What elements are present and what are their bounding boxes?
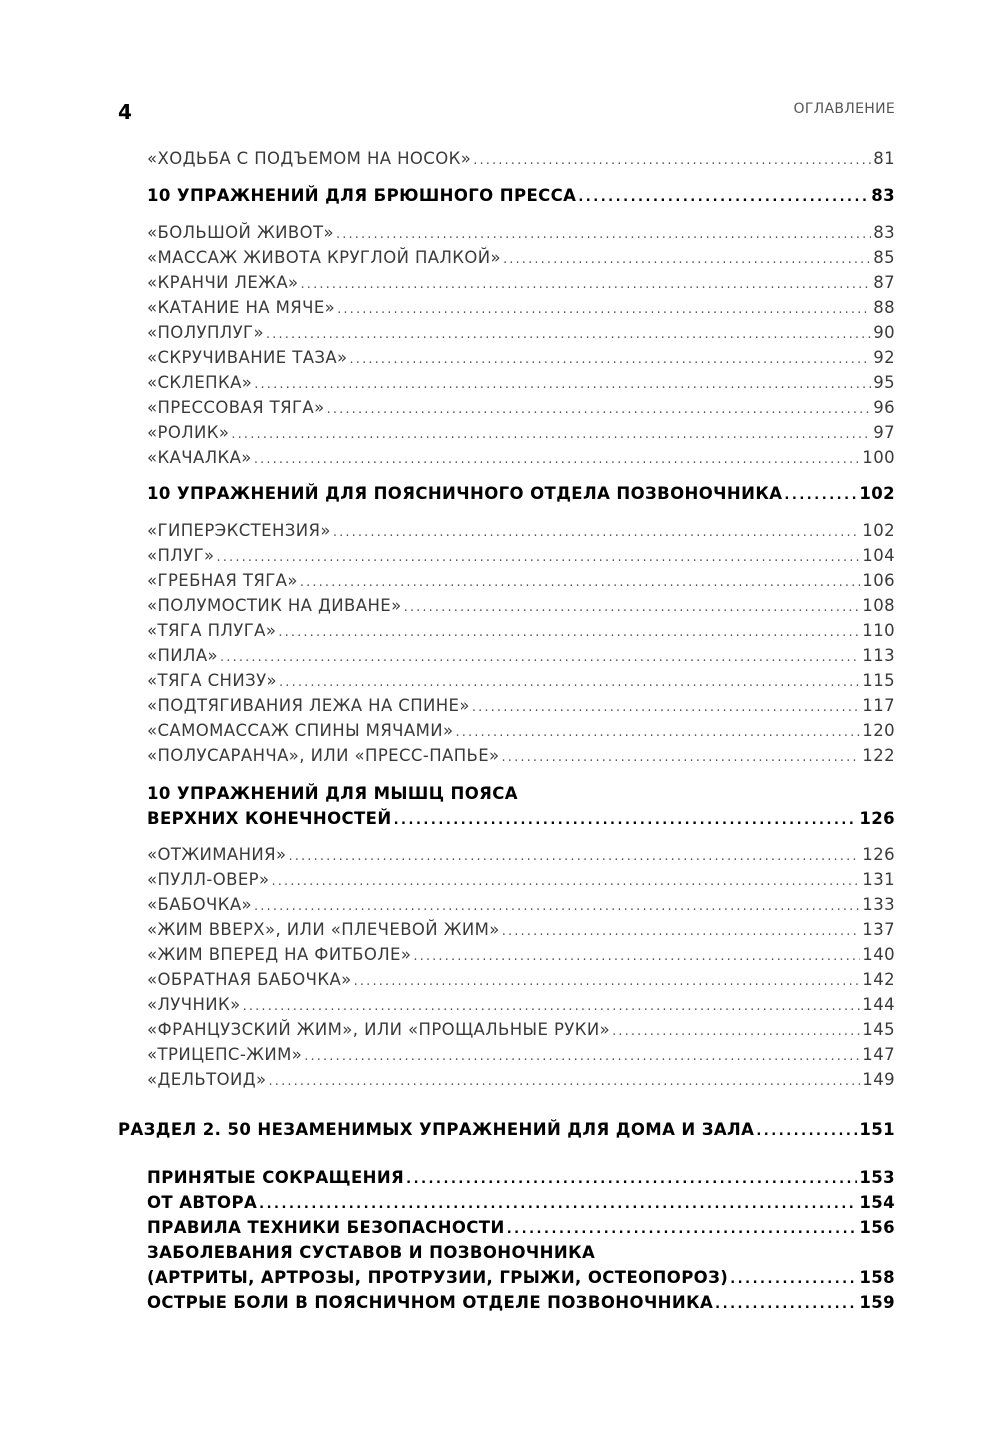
dot-leader: [715, 1297, 857, 1312]
toc-entry: [147, 298, 895, 317]
toc-heading: [147, 809, 895, 828]
toc-entry-page: 133: [862, 895, 895, 914]
dot-leader: [279, 675, 860, 690]
toc-entry-page: 113: [862, 646, 895, 665]
toc-heading-title: (АРТРИТЫ, АРТРОЗЫ, ПРОТРУЗИИ, ГРЫЖИ, ОСТЕОПОРОЗ): [147, 1268, 729, 1287]
toc-section-title: РАЗДЕЛ 2. 50 НЕЗАМЕНИМЫХ УПРАЖНЕНИЙ ДЛЯ ДОМА И ЗАЛА: [118, 1120, 755, 1139]
toc-entry-page: 149: [862, 1070, 895, 1089]
toc-entry-page: 81: [873, 149, 895, 168]
toc-entry-page: 104: [862, 546, 895, 565]
toc-heading-title: 10 УПРАЖНЕНИЙ ДЛЯ БРЮШНОГО ПРЕССА: [147, 186, 577, 205]
toc-entry: [147, 995, 895, 1014]
toc-entry: [147, 970, 895, 989]
dot-leader: [289, 849, 861, 864]
running-head: ОГЛАВЛЕНИЕ: [793, 101, 895, 117]
dot-leader: [220, 650, 860, 665]
toc-entry-title: «КАЧАЛКА»: [147, 448, 252, 467]
toc-heading-page: 156: [859, 1218, 895, 1237]
toc-entry-title: «ПОЛУПЛУГ»: [147, 323, 264, 342]
toc-entry-title: «ПОЛУСАРАНЧА», ИЛИ «ПРЕСС-ПАПЬЕ»: [147, 746, 500, 765]
toc-entry-page: 110: [862, 621, 895, 640]
toc-heading-page: 153: [859, 1168, 895, 1187]
toc-entry-title: «ФРАНЦУЗСКИЙ ЖИМ», ИЛИ «ПРОЩАЛЬНЫЕ РУКИ»: [147, 1020, 611, 1039]
dot-leader: [612, 1024, 860, 1039]
dot-leader: [578, 190, 869, 205]
dot-leader: [278, 625, 860, 640]
toc-entry: [147, 546, 895, 565]
toc-entry: [147, 920, 895, 939]
toc-entry-title: «СКЛЕПКА»: [147, 373, 253, 392]
dot-leader: [784, 488, 857, 503]
toc-heading: [147, 1193, 895, 1212]
dot-leader: [272, 874, 861, 889]
dot-leader: [503, 252, 871, 267]
toc-entry-page: 85: [873, 248, 895, 267]
dot-leader: [394, 813, 858, 828]
toc-entry-page: 126: [862, 845, 895, 864]
toc-heading-page: 154: [859, 1193, 895, 1212]
toc-entry: [147, 721, 895, 740]
dot-leader: [472, 700, 860, 715]
dot-leader: [217, 550, 861, 565]
dot-leader: [231, 427, 871, 442]
toc-entry: [147, 223, 895, 242]
toc-entry: [147, 671, 895, 690]
dot-leader: [327, 402, 872, 417]
toc-entry-page: 140: [862, 945, 895, 964]
dot-leader: [254, 377, 871, 392]
toc-entry: [147, 149, 895, 168]
toc-entry-page: 100: [862, 448, 895, 467]
dot-leader: [266, 327, 871, 342]
toc-entry-page: 90: [873, 323, 895, 342]
toc-heading: [147, 186, 895, 205]
toc-entry: [147, 646, 895, 665]
dot-leader: [756, 1124, 857, 1139]
toc-entry: [147, 248, 895, 267]
toc-entry-page: 117: [862, 696, 895, 715]
toc-entry-title: «ТЯГА СНИЗУ»: [147, 671, 278, 690]
toc-entry: [147, 696, 895, 715]
toc-entry-title: «ТРИЦЕПС-ЖИМ»: [147, 1045, 303, 1064]
toc-entry-title: «ПЛУГ»: [147, 546, 215, 565]
toc-entry-page: 92: [873, 348, 895, 367]
toc-entry: [147, 621, 895, 640]
toc-entry-title: «ТЯГА ПЛУГА»: [147, 621, 277, 640]
toc-heading: [147, 1293, 895, 1312]
toc-entry-page: 120: [862, 721, 895, 740]
toc-entry: [147, 746, 895, 765]
dot-leader: [301, 277, 872, 292]
toc-entry-page: 87: [873, 273, 895, 292]
dot-leader: [350, 352, 872, 367]
toc-entry: [147, 521, 895, 540]
toc-entry-page: 108: [862, 596, 895, 615]
dot-leader: [243, 999, 861, 1014]
toc-entry: [147, 945, 895, 964]
dot-leader: [354, 974, 861, 989]
toc-entry-title: «САМОМАССАЖ СПИНЫ МЯЧАМИ»: [147, 721, 454, 740]
toc-entry-title: «СКРУЧИВАНИЕ ТАЗА»: [147, 348, 348, 367]
toc-heading-title: ПРИНЯТЫЕ СОКРАЩЕНИЯ: [147, 1168, 405, 1187]
toc-entry: [147, 596, 895, 615]
toc-entry-title: «МАССАЖ ЖИВОТА КРУГЛОЙ ПАЛКОЙ»: [147, 248, 502, 267]
toc-entry-title: «ГИПЕРЭКСТЕНЗИЯ»: [147, 521, 331, 540]
toc-entry-title: «ПОДТЯГИВАНИЯ ЛЕЖА НА СПИНЕ»: [147, 696, 470, 715]
toc-heading-page: 102: [859, 484, 895, 503]
toc-section: [118, 1120, 895, 1139]
toc-entry: [147, 348, 895, 367]
toc-entry-page: 144: [862, 995, 895, 1014]
toc-entry-title: «ДЕЛЬТОИД»: [147, 1070, 267, 1089]
toc-entry-title: «ХОДЬБА С ПОДЪЕМОМ НА НОСОК»: [147, 149, 472, 168]
toc-entry-title: «ЛУЧНИК»: [147, 995, 241, 1014]
toc-entry-page: 97: [873, 423, 895, 442]
toc-entry-page: 115: [862, 671, 895, 690]
toc-entry: [147, 273, 895, 292]
page-number: 4: [118, 100, 132, 124]
dot-leader: [455, 725, 860, 740]
toc-heading-page: 159: [859, 1293, 895, 1312]
toc-entry-page: 95: [873, 373, 895, 392]
toc-entry-page: 147: [862, 1045, 895, 1064]
dot-leader: [473, 153, 871, 168]
toc-entry-page: 137: [862, 920, 895, 939]
toc-entry: [147, 373, 895, 392]
toc-entry: [147, 571, 895, 590]
toc-entry-page: 88: [873, 298, 895, 317]
dot-leader: [502, 750, 861, 765]
toc-entry-page: 83: [873, 223, 895, 242]
toc-entry: [147, 870, 895, 889]
toc-heading-title: ОТ АВТОРА: [147, 1193, 258, 1212]
toc-heading-title: ПРАВИЛА ТЕХНИКИ БЕЗОПАСНОСТИ: [147, 1218, 505, 1237]
toc-entry-page: 106: [862, 571, 895, 590]
dot-leader: [404, 600, 861, 615]
toc-entry-page: 96: [873, 398, 895, 417]
toc-heading-title: 10 УПРАЖНЕНИЙ ДЛЯ МЫШЦ ПОЯСА: [147, 784, 518, 803]
dot-leader: [507, 1222, 858, 1237]
dot-leader: [259, 1197, 857, 1212]
toc-heading: [147, 484, 895, 503]
toc-entry-title: «БОЛЬШОЙ ЖИВОТ»: [147, 223, 334, 242]
toc-heading-title: 10 УПРАЖНЕНИЙ ДЛЯ ПОЯСНИЧНОГО ОТДЕЛА ПОЗВОНОЧНИКА: [147, 484, 783, 503]
toc-heading-title: ЗАБОЛЕВАНИЯ СУСТАВОВ И ПОЗВОНОЧНИКА: [147, 1243, 596, 1262]
toc-entry-page: 122: [862, 746, 895, 765]
toc-entry: [147, 1070, 895, 1089]
toc-entry: [147, 895, 895, 914]
toc-heading: [147, 1168, 895, 1187]
toc-section-page: 151: [859, 1120, 895, 1139]
dot-leader: [730, 1272, 857, 1287]
toc-entry-title: «ОБРАТНАЯ БАБОЧКА»: [147, 970, 352, 989]
dot-leader: [254, 899, 860, 914]
toc-entry-title: «ГРЕБНАЯ ТЯГА»: [147, 571, 298, 590]
toc-entry-title: «БАБОЧКА»: [147, 895, 253, 914]
toc-entry-title: «ЖИМ ВВЕРХ», ИЛИ «ПЛЕЧЕВОЙ ЖИМ»: [147, 920, 500, 939]
toc-heading-title: ВЕРХНИХ КОНЕЧНОСТЕЙ: [147, 809, 392, 828]
dot-leader: [502, 924, 861, 939]
toc-heading: [147, 784, 895, 803]
toc-entry: [147, 323, 895, 342]
dot-leader: [300, 575, 860, 590]
toc-entry-title: «ЖИМ ВПЕРЕД НА ФИТБОЛЕ»: [147, 945, 412, 964]
toc-heading: [147, 1268, 895, 1287]
dot-leader: [336, 227, 871, 242]
toc-entry: [147, 398, 895, 417]
toc-heading-page: 83: [871, 186, 895, 205]
toc-entry: [147, 1045, 895, 1064]
dot-leader: [304, 1049, 860, 1064]
toc-entry-page: 131: [862, 870, 895, 889]
toc-entry-title: «ПРЕССОВАЯ ТЯГА»: [147, 398, 325, 417]
dot-leader: [337, 302, 871, 317]
dot-leader: [254, 452, 860, 467]
toc-heading-page: 126: [859, 809, 895, 828]
dot-leader: [406, 1172, 857, 1187]
toc-entry: [147, 423, 895, 442]
dot-leader: [269, 1074, 861, 1089]
toc-entry: [147, 1020, 895, 1039]
toc-entry-title: «ПИЛА»: [147, 646, 219, 665]
toc-heading-page: 158: [859, 1268, 895, 1287]
toc-entry-title: «КАТАНИЕ НА МЯЧЕ»: [147, 298, 336, 317]
toc-entry: [147, 845, 895, 864]
toc-entry: [147, 448, 895, 467]
toc-entry-title: «ПУЛЛ-ОВЕР»: [147, 870, 270, 889]
dot-leader: [413, 949, 860, 964]
toc-entry-title: «ПОЛУМОСТИК НА ДИВАНЕ»: [147, 596, 402, 615]
dot-leader: [333, 525, 860, 540]
toc-entry-page: 142: [862, 970, 895, 989]
toc-heading: [147, 1218, 895, 1237]
toc-entry-page: 102: [862, 521, 895, 540]
toc-entry-title: «ОТЖИМАНИЯ»: [147, 845, 287, 864]
toc-entry-title: «КРАНЧИ ЛЕЖА»: [147, 273, 299, 292]
toc-entry-title: «РОЛИК»: [147, 423, 230, 442]
toc-entry-page: 145: [862, 1020, 895, 1039]
toc-heading: [147, 1243, 895, 1262]
toc-heading-title: ОСТРЫЕ БОЛИ В ПОЯСНИЧНОМ ОТДЕЛЕ ПОЗВОНОЧНИКА: [147, 1293, 714, 1312]
